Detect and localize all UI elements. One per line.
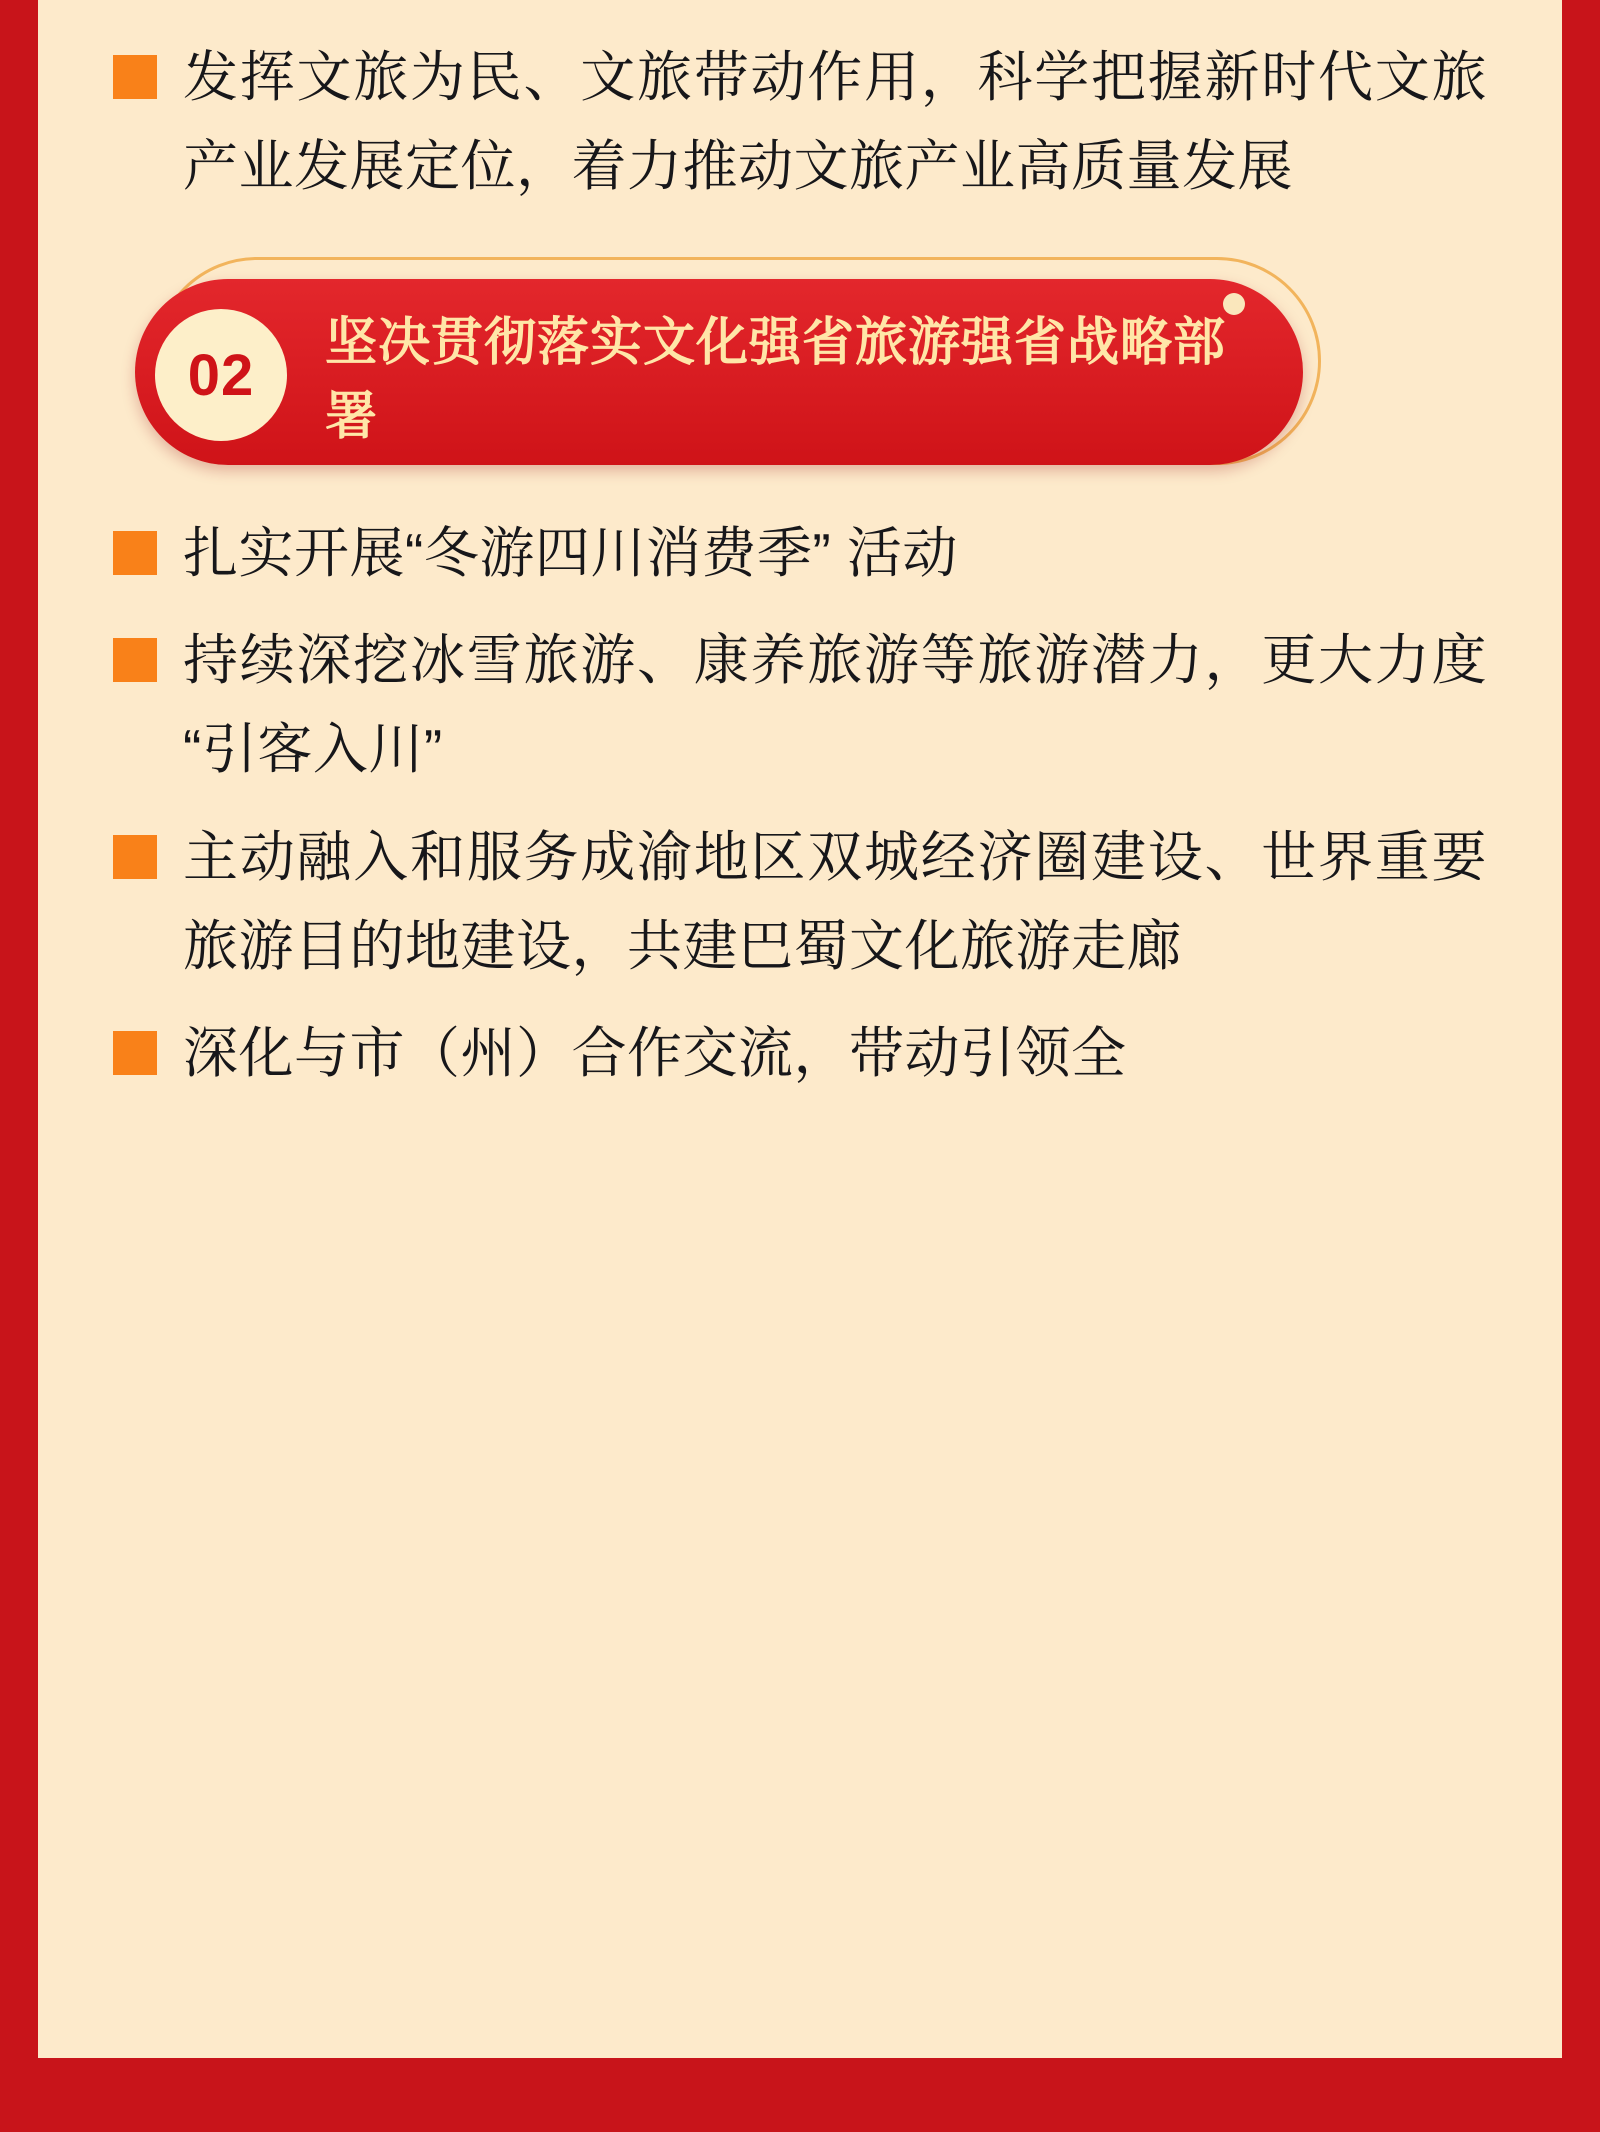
bullet-square-icon [113, 638, 157, 682]
bullet-square-icon [113, 835, 157, 879]
list-item [113, 1009, 1487, 1098]
section-02-bullet-list [113, 509, 1487, 1098]
list-item [113, 0, 1487, 15]
content-panel [38, 0, 1562, 2058]
list-item [113, 813, 1487, 991]
list-item-text: 扎实开展“冬游四川消费季” 活动 [183, 522, 958, 585]
list-item [113, 33, 1487, 211]
list-item-text: 深化与市（州）合作交流，带动引领全 [183, 1021, 1127, 1084]
section-number: 02 [187, 342, 255, 408]
bullet-square-icon [113, 55, 157, 99]
list-item-text: 主动融入和服务成渝地区双城经济圈建设、世界重要旅游目的地建设，共建巴蜀文化旅游走廊 [183, 825, 1487, 977]
bullet-square-icon [113, 1031, 157, 1075]
list-item-text: 发挥文旅为民、文旅带动作用，科学把握新时代文旅产业发展定位，着力推动文旅产业高质量发展 [183, 46, 1487, 198]
list-item-text: 持续深挖冰雪旅游、康养旅游等旅游潜力，更大力度“引客入川” [183, 629, 1487, 781]
section-number-badge [155, 309, 287, 441]
top-bullet-list [113, 0, 1487, 211]
list-item [113, 509, 1487, 598]
bullet-square-icon [113, 531, 157, 575]
section-title: 坚决贯彻落实文化强省旅游强省战略部署 [325, 314, 1227, 447]
list-item-text [183, 0, 1487, 15]
list-item [113, 616, 1487, 794]
section-heading-02 [125, 257, 1323, 469]
